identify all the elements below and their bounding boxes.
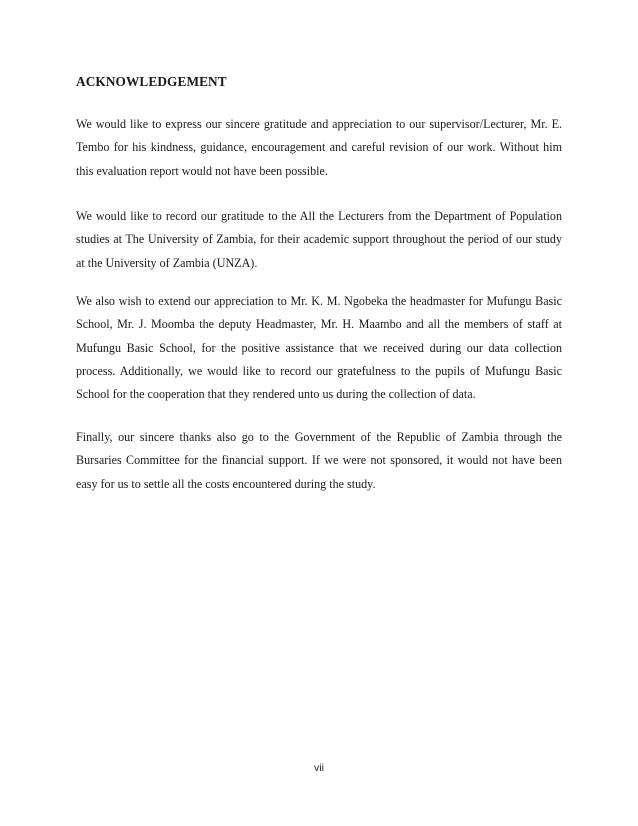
paragraph-supervisor-thanks: We would like to express our sincere gratitude and appreciation to our supervisor/Lecturer, Mr. E. Tembo for his kindness, guidance, encouragement and careful revision of our work. Without him this evaluation report would not have been possible. bbox=[76, 117, 562, 178]
paragraph-school-thanks: We also wish to extend our appreciation to Mr. K. M. Ngobeka the headmaster for Mufungu Basic School, Mr. J. Moomba the deputy Headmaster, Mr. H. Maambo and all the members of staff at Mufungu Basic School, for the positive assistance that we received during our data collection process. Additionally, we would like to record our gratefulness to the pupils of Mufungu Basic School for the cooperation that they rendered unto us during the collection of data. bbox=[76, 294, 562, 402]
paragraph-government-thanks: Finally, our sincere thanks also go to the Government of the Republic of Zambia through the Bursaries Committee for the financial support. If we were not sponsored, it would not have been easy for us to settle all the costs encountered during the study. bbox=[76, 430, 562, 491]
page-number: vii bbox=[314, 762, 324, 774]
paragraph-lecturers-thanks: We would like to record our gratitude to the All the Lecturers from the Department of Population studies at The University of Zambia, for their academic support throughout the period of our study at the University of Zambia (UNZA). bbox=[76, 209, 562, 270]
page-title: ACKNOWLEDGEMENT bbox=[76, 74, 227, 89]
